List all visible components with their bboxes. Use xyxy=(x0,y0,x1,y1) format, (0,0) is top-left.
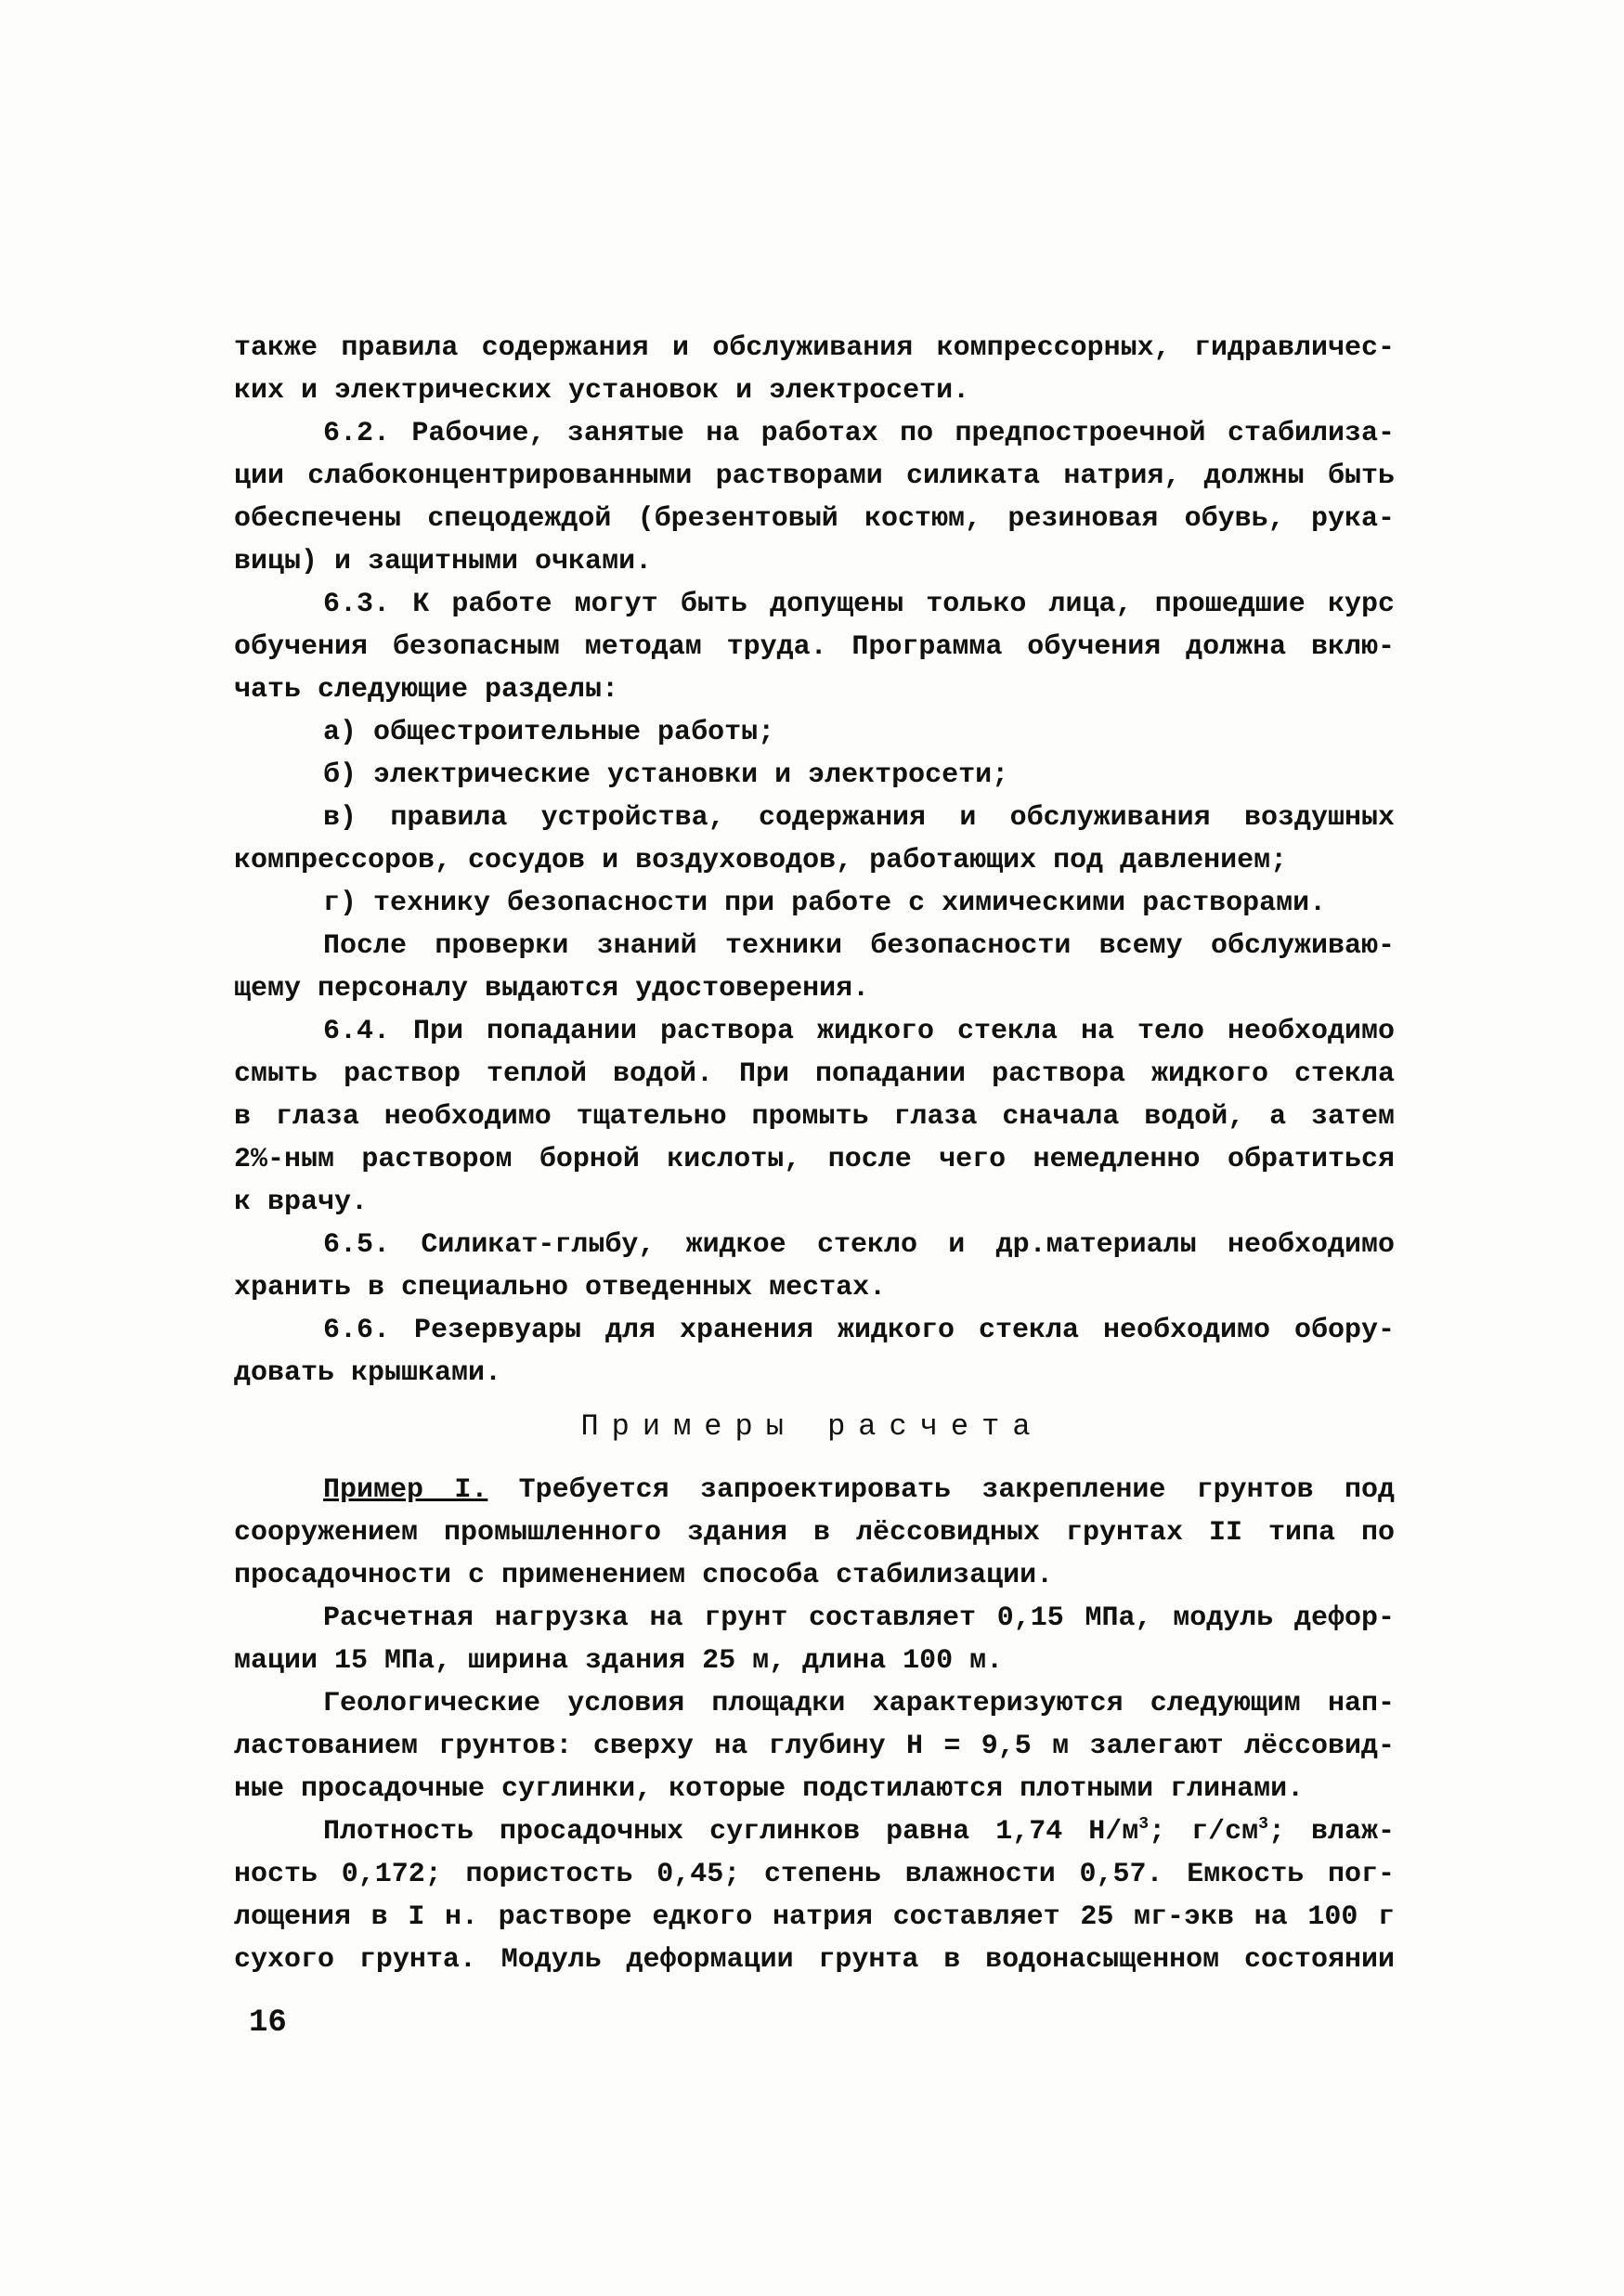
example-label: Пример I. xyxy=(323,1474,488,1506)
text-line: 6.2. Рабочие, занятые на работах по предпостроечной стабилиза- xyxy=(323,418,1395,449)
text-line: 6.4. При попадании раствора жидкого стекла на тело необходимо xyxy=(323,1016,1395,1047)
text-line: смыть раствор теплой водой. При попадании раствора жидкого стекла xyxy=(234,1058,1395,1090)
text-line: сооружением промышленного здания в лёссовидных грунтах II типа по xyxy=(234,1517,1395,1549)
text-line: 2%-ным раствором борной кислоты, после чего немедленно обратиться xyxy=(234,1144,1395,1175)
text-line: Геологические условия площадки характеризуются следующим нап- xyxy=(323,1688,1395,1719)
text-line: довать крышками. xyxy=(234,1357,502,1389)
example-text xyxy=(234,1469,1395,1981)
text-line: ции слабоконцентрированными растворами силиката натрия, должны быть xyxy=(234,460,1395,492)
text-line: чать следующие разделы: xyxy=(234,674,619,706)
density-part2: ; г/см xyxy=(1149,1816,1259,1848)
text-line: компрессоров, сосудов и воздуховодов, работающих под давлением; xyxy=(234,845,1288,876)
text-line: вицы) и защитными очками. xyxy=(234,546,653,577)
text-line: мации 15 МПа, ширина здания 25 м, длина 100 м. xyxy=(234,1645,1004,1677)
density-sup2: 3 xyxy=(1258,1815,1268,1834)
density-part3: ; влаж- xyxy=(1267,1816,1395,1848)
text-line: обеспечены спецодеждой (брезентовый костюм, резиновая обувь, рука- xyxy=(234,503,1395,535)
text-line: а) общестроительные работы; xyxy=(323,717,775,748)
text-line: 6.6. Резервуары для хранения жидкого стекла необходимо обору- xyxy=(323,1315,1395,1346)
text-line: в глаза необходимо тщательно промыть глаза сначала водой, а затем xyxy=(234,1101,1395,1133)
section-heading: Примеры расчета xyxy=(580,1409,1044,1444)
page-number: 16 xyxy=(249,2005,287,2041)
text-line: ность 0,172; пористость 0,45; степень влажности 0,57. Емкость пог- xyxy=(234,1859,1395,1890)
example-first-line xyxy=(234,1469,1395,1511)
text-line: Расчетная нагрузка на грунт составляет 0,15 МПа, модуль дефор- xyxy=(323,1602,1395,1634)
text-line: хранить в специально отведенных местах. xyxy=(234,1272,887,1304)
text-line: просадочности с применением способа стабилизации. xyxy=(234,1560,1054,1591)
text-line: б) электрические установки и электросети; xyxy=(323,759,1009,791)
text-line: 6.3. К работе могут быть допущены только лица, прошедшие курс xyxy=(323,589,1395,620)
example-first-line-text: Требуется запроектировать закрепление грунтов под xyxy=(487,1474,1395,1506)
text-line: также правила содержания и обслуживания компрессорных, гидравличес- xyxy=(234,332,1395,364)
text-line: 6.5. Силикат-глыбу, жидкое стекло и др.материалы необходимо xyxy=(323,1229,1395,1261)
density-sup1: 3 xyxy=(1138,1815,1150,1834)
safety-rules-text xyxy=(234,327,1395,1394)
text-line: к врачу. xyxy=(234,1187,369,1218)
density-part1: Плотность просадочных суглинков равна 1,74 Н/м xyxy=(323,1816,1139,1848)
text-line: щему персоналу выдаются удостоверения. xyxy=(234,973,870,1005)
density-line xyxy=(234,1810,1395,1853)
text-line: г) технику безопасности при работе с химическими растворами. xyxy=(323,888,1327,919)
text-line: сухого грунта. Модуль деформации грунта в водонасыщенном состоянии xyxy=(234,1944,1395,1976)
text-line: ластованием грунтов: сверху на глубину H = 9,5 м залегают лёссовид- xyxy=(234,1731,1395,1762)
text-line: обучения безопасным методам труда. Программа обучения должна вклю- xyxy=(234,631,1395,663)
text-line: ких и электрических установок и электросети. xyxy=(234,375,970,407)
text-line: в) правила устройства, содержания и обслуживания воздушных xyxy=(323,802,1395,834)
text-line: После проверки знаний техники безопасности всему обслуживаю- xyxy=(323,930,1395,962)
text-line: лощения в I н. растворе едкого натрия составляет 25 мг-экв на 100 г xyxy=(234,1901,1395,1933)
text-line: ные просадочные суглинки, которые подстилаются плотными глинами. xyxy=(234,1773,1305,1805)
